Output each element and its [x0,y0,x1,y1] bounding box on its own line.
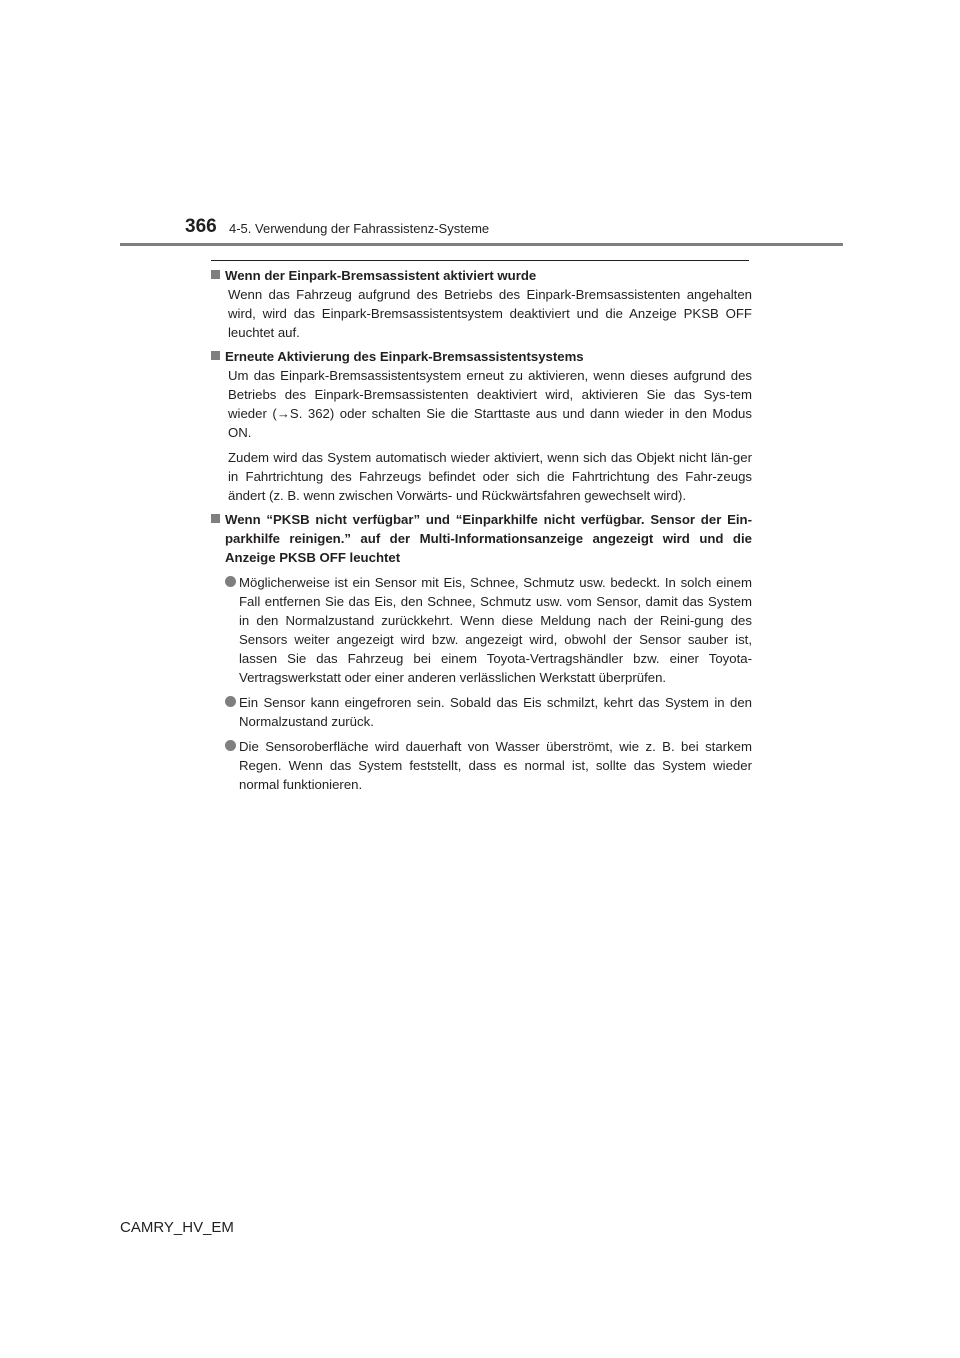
list-item [225,693,752,731]
list-item-text: Ein Sensor kann eingefroren sein. Sobald das Eis schmilzt, kehrt das System in den Normalzustand zurück. [239,695,752,729]
paragraph: Um das Einpark-Bremsassistentsystem erneut zu aktivieren, wenn dieses aufgrund des Betriebs des Einpark-Bremsassistenten deaktiviert wird, aktivieren Sie das Sys-tem wieder (→S. 362) oder schalten Sie die Starttaste aus und dann wieder in den Modus ON. [228,368,752,440]
page-number: 366 [185,216,217,237]
section-heading-text: Erneute Aktivierung des Einpark-Bremsassistentsystems [225,349,584,364]
list-item-text: Die Sensoroberfläche wird dauerhaft von Wasser überströmt, wie z. B. bei starkem Regen. Wenn das System feststellt, dass es normal ist, sollte das System wieder normal funktionieren. [239,739,752,792]
circle-bullet-icon [225,696,236,707]
square-bullet-icon [211,514,220,523]
list-item-text: Möglicherweise ist ein Sensor mit Eis, Schnee, Schmutz usw. bedeckt. In solch einem Fall entfernen Sie das Eis, den Schnee, Schmutz usw. vom Sensor, damit das System in den Normalzustand zurückkehrt. Wenn diese Meldung nach der Reini-gung des Sensors weiter angezeigt wird bzw. angezeigt wird, obwohl der Sensor sauber ist, lassen Sie das Fahrzeug bei einem Toyota-Vertragshändler bzw. einer Toyota-Vertragswerkstatt oder einer anderen verlässlichen Werkstatt überprüfen. [239,575,752,685]
footer-doc-code: CAMRY_HV_EM [120,1219,234,1236]
section-heading [211,347,752,366]
section-heading [211,266,752,285]
circle-bullet-icon [225,576,236,587]
list-item [225,573,752,687]
section-einpark-bremsassistent-aktiviert [211,266,752,342]
circle-bullet-icon [225,740,236,751]
section-pksb-nicht-verfuegbar [211,510,752,794]
content-divider [211,260,749,261]
section-heading-text: Wenn der Einpark-Bremsassistent aktiviert wurde [225,268,537,283]
square-bullet-icon [211,351,220,360]
section-title: 4-5. Verwendung der Fahrassistenz-Systeme [229,221,490,236]
header-divider [120,243,843,246]
paragraph: Wenn das Fahrzeug aufgrund des Betriebs des Einpark-Bremsassistenten angehalten wird, wird das Einpark-Bremsassistentsystem deaktiviert und die Anzeige PKSB OFF leuchtet auf. [228,287,752,340]
paragraph: Zudem wird das System automatisch wieder aktiviert, wenn sich das Objekt nicht län-ger in Fahrtrichtung des Fahrzeugs befindet oder sich die Fahrtrichtung des Fahr-zeugs ändert (z. B. wenn zwischen Vorwärts- und Rückwärtsfahren gewechselt wird). [228,450,752,503]
main-content [211,266,752,799]
square-bullet-icon [211,270,220,279]
section-heading-text: Wenn “PKSB nicht verfügbar” und “Einparkhilfe nicht verfügbar. Sensor der Ein-parkhilfe reinigen.” auf der Multi-Informationsanzeige angezeigt wird und die Anzeige PKSB OFF leuchtet [225,512,752,565]
section-heading [211,510,752,567]
section-erneute-aktivierung [211,347,752,505]
list-item [225,737,752,794]
